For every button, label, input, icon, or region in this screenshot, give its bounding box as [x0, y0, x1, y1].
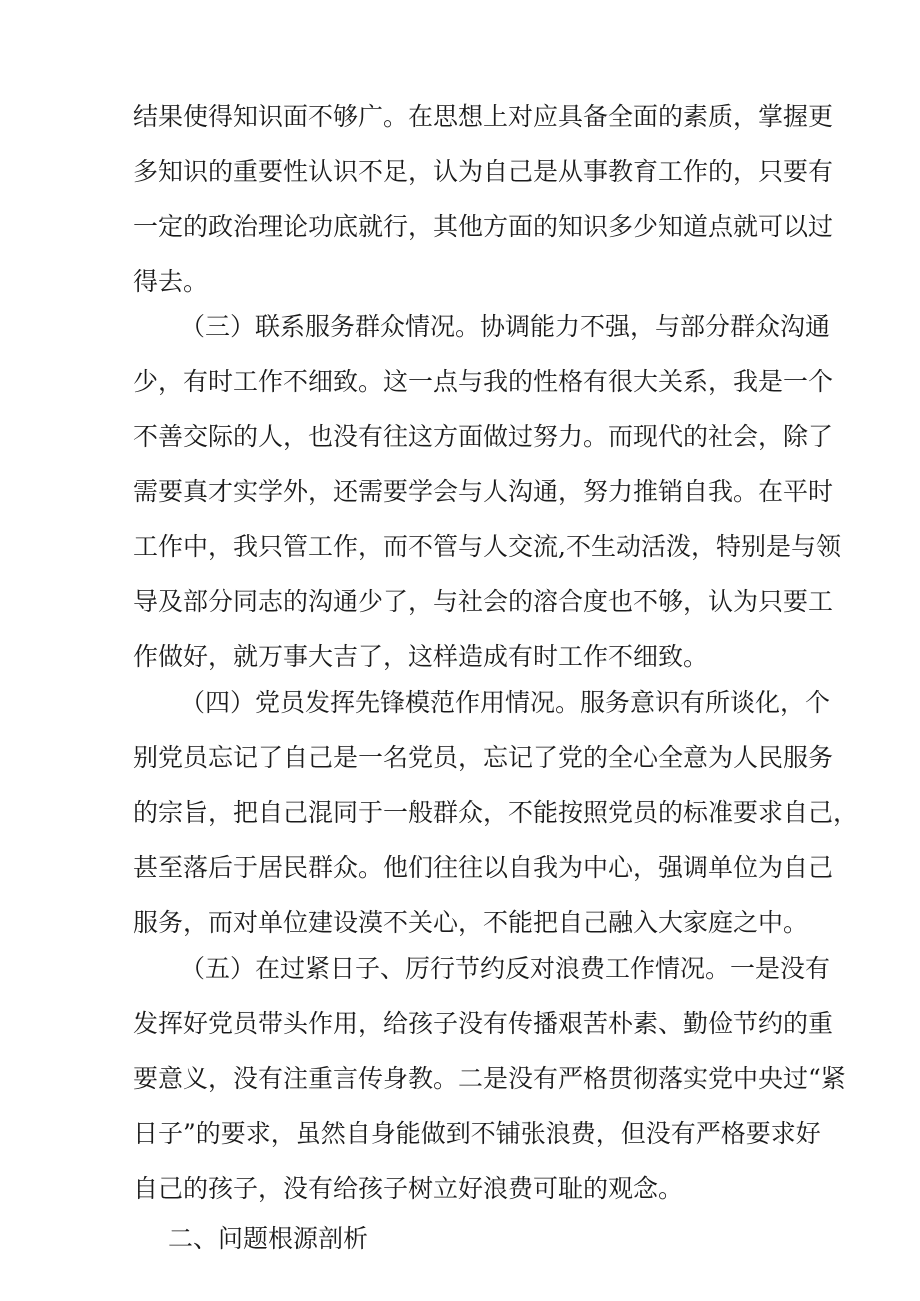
paragraph-line: 需要真才实学外，还需要学会与人沟通，努力推销自我。在平时: [133, 477, 834, 506]
paragraph-line: 日子”的要求，虽然自身能做到不铺张浪费，但没有严格要求好: [133, 1119, 821, 1148]
paragraph-line: 发挥好党员带头作用，给孩子没有传播艰苦朴素、勤俭节约的重: [133, 1009, 834, 1038]
paragraph-line: 多知识的重要性认识不足，认为自己是从事教育工作的，只要有: [133, 157, 834, 186]
paragraph-line: 导及部分同志的沟通少了，与社会的溶合度也不够，认为只要工: [133, 587, 834, 616]
paragraph-line: 甚至落后于居民群众。他们往往以自我为中心，强调单位为自己: [133, 853, 834, 882]
paragraph-line: 得去。: [133, 267, 209, 296]
paragraph-line: 不善交际的人，也没有往这方面做过努力。而现代的社会，除了: [133, 422, 834, 451]
section-heading: 二、问题根源剖析: [168, 1224, 369, 1253]
paragraph-line: 要意义，没有注重言传身教。二是没有严格贯彻落实党中央过“紧: [133, 1064, 846, 1093]
paragraph-line: 的宗旨，把自己混同于一般群众，不能按照党员的标准要求自己，: [133, 798, 859, 827]
paragraph-line: 工作中，我只管工作，而不管与人交流,不生动活泼，特别是与领: [133, 532, 841, 561]
paragraph-line: 别党员忘记了自己是一名党员，忘记了党的全心全意为人民服务: [133, 743, 834, 772]
paragraph-line: 一定的政治理论功底就行，其他方面的知识多少知道点就可以过: [133, 212, 834, 241]
paragraph-line: 服务，而对单位建设漠不关心，不能把自己融入大家庭之中。: [133, 908, 809, 937]
paragraph-line: （五）在过紧日子、厉行节约反对浪费工作情况。一是没有: [180, 954, 831, 983]
paragraph-line: （三）联系服务群众情况。协调能力不强，与部分群众沟通: [180, 312, 831, 341]
paragraph-line: （四）党员发挥先锋模范作用情况。服务意识有所谈化，个: [180, 688, 831, 717]
paragraph-line: 少，有时工作不细致。这一点与我的性格有很大关系，我是一个: [133, 367, 834, 396]
paragraph-line: 作做好，就万事大吉了，这样造成有时工作不细致。: [133, 642, 709, 671]
paragraph-line: 自己的孩子，没有给孩子树立好浪费可耻的观念。: [133, 1174, 684, 1203]
paragraph-line: 结果使得知识面不够广。在思想上对应具备全面的素质，掌握更: [133, 102, 834, 131]
